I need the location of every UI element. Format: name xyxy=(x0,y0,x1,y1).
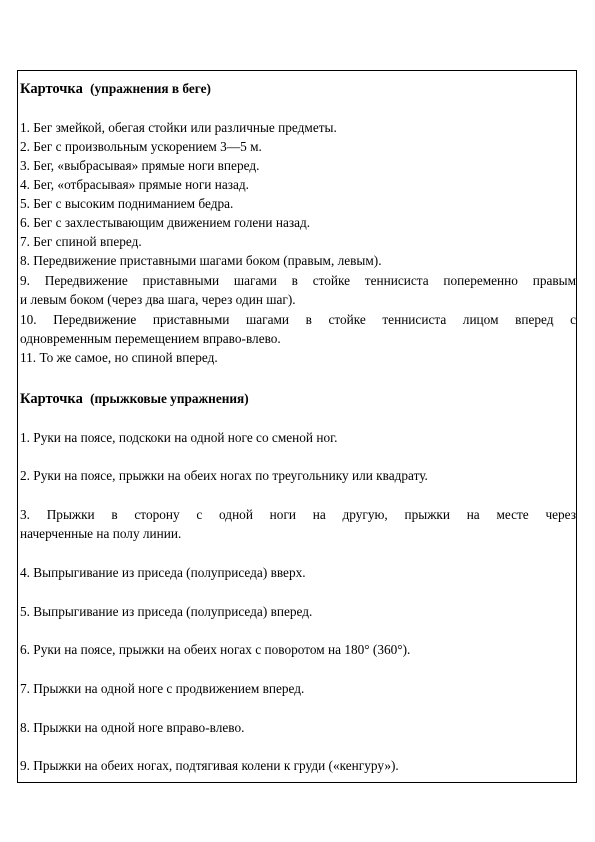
card1-item-6: 6. Бег с захлестывающим движением голени назад. xyxy=(20,215,311,230)
card1-item-1: 1. Бег змейкой, обегая стойки или различные предметы. xyxy=(20,120,337,135)
card2-heading xyxy=(20,390,576,408)
card2-item-2: 2. Руки на поясе, прыжки на обеих ногах по треугольнику или квадрату. xyxy=(20,468,428,483)
card1-title: Карточка xyxy=(20,81,83,97)
card2-subtitle: (прыжковые упражнения) xyxy=(90,391,249,406)
card2-item-6: 6. Руки на поясе, прыжки на обеих ногах с поворотом на 180° (360°). xyxy=(20,642,411,657)
card1-item-10-line2: одновременным перемещением вправо-влево. xyxy=(20,331,281,346)
card2-title: Карточка xyxy=(20,391,83,407)
card1-item-7: 7. Бег спиной вперед. xyxy=(20,234,142,249)
card2-item-1: 1. Руки на поясе, подскоки на одной ноге со сменой ног. xyxy=(20,430,338,445)
card1-item-10-line1: 10. Передвижение приставными шагами в стойке теннисиста лицом вперед с xyxy=(20,312,576,327)
card1-item-4: 4. Бег, «отбрасывая» прямые ноги назад. xyxy=(20,177,249,192)
card1-item-5: 5. Бег с высоким подниманием бедра. xyxy=(20,196,234,211)
card1-item-9-line1: 9. Передвижение приставными шагами в стойке теннисиста попеременно правым xyxy=(20,273,576,288)
card2-item-5: 5. Выпрыгивание из приседа (полуприседа) вперед. xyxy=(20,604,313,619)
card1-item-3: 3. Бег, «выбрасывая» прямые ноги вперед. xyxy=(20,158,260,173)
card2-item-3-line2: начерченные на полу линии. xyxy=(20,526,182,541)
card2-item-3-line1: 3. Прыжки в сторону с одной ноги на другую, прыжки на месте через xyxy=(20,507,576,522)
card1-subtitle: (упражнения в беге) xyxy=(90,81,211,96)
card2-item-9: 9. Прыжки на обеих ногах, подтягивая колени к груди («кенгуру»). xyxy=(20,758,399,773)
card1-item-2: 2. Бег с произвольным ускорением 3—5 м. xyxy=(20,139,262,154)
card2-item-8: 8. Прыжки на одной ноге вправо-влево. xyxy=(20,720,245,735)
card2-item-7: 7. Прыжки на одной ноге с продвижением вперед. xyxy=(20,681,305,696)
card2-item-4: 4. Выпрыгивание из приседа (полуприседа) вверх. xyxy=(20,565,306,580)
card1-heading xyxy=(20,80,576,98)
card1-item-9-line2: и левым боком (через два шага, через один шаг). xyxy=(20,292,296,307)
card1-item-11: 11. То же самое, но спиной вперед. xyxy=(20,350,218,365)
card1-item-8: 8. Передвижение приставными шагами боком (правым, левым). xyxy=(20,253,382,268)
